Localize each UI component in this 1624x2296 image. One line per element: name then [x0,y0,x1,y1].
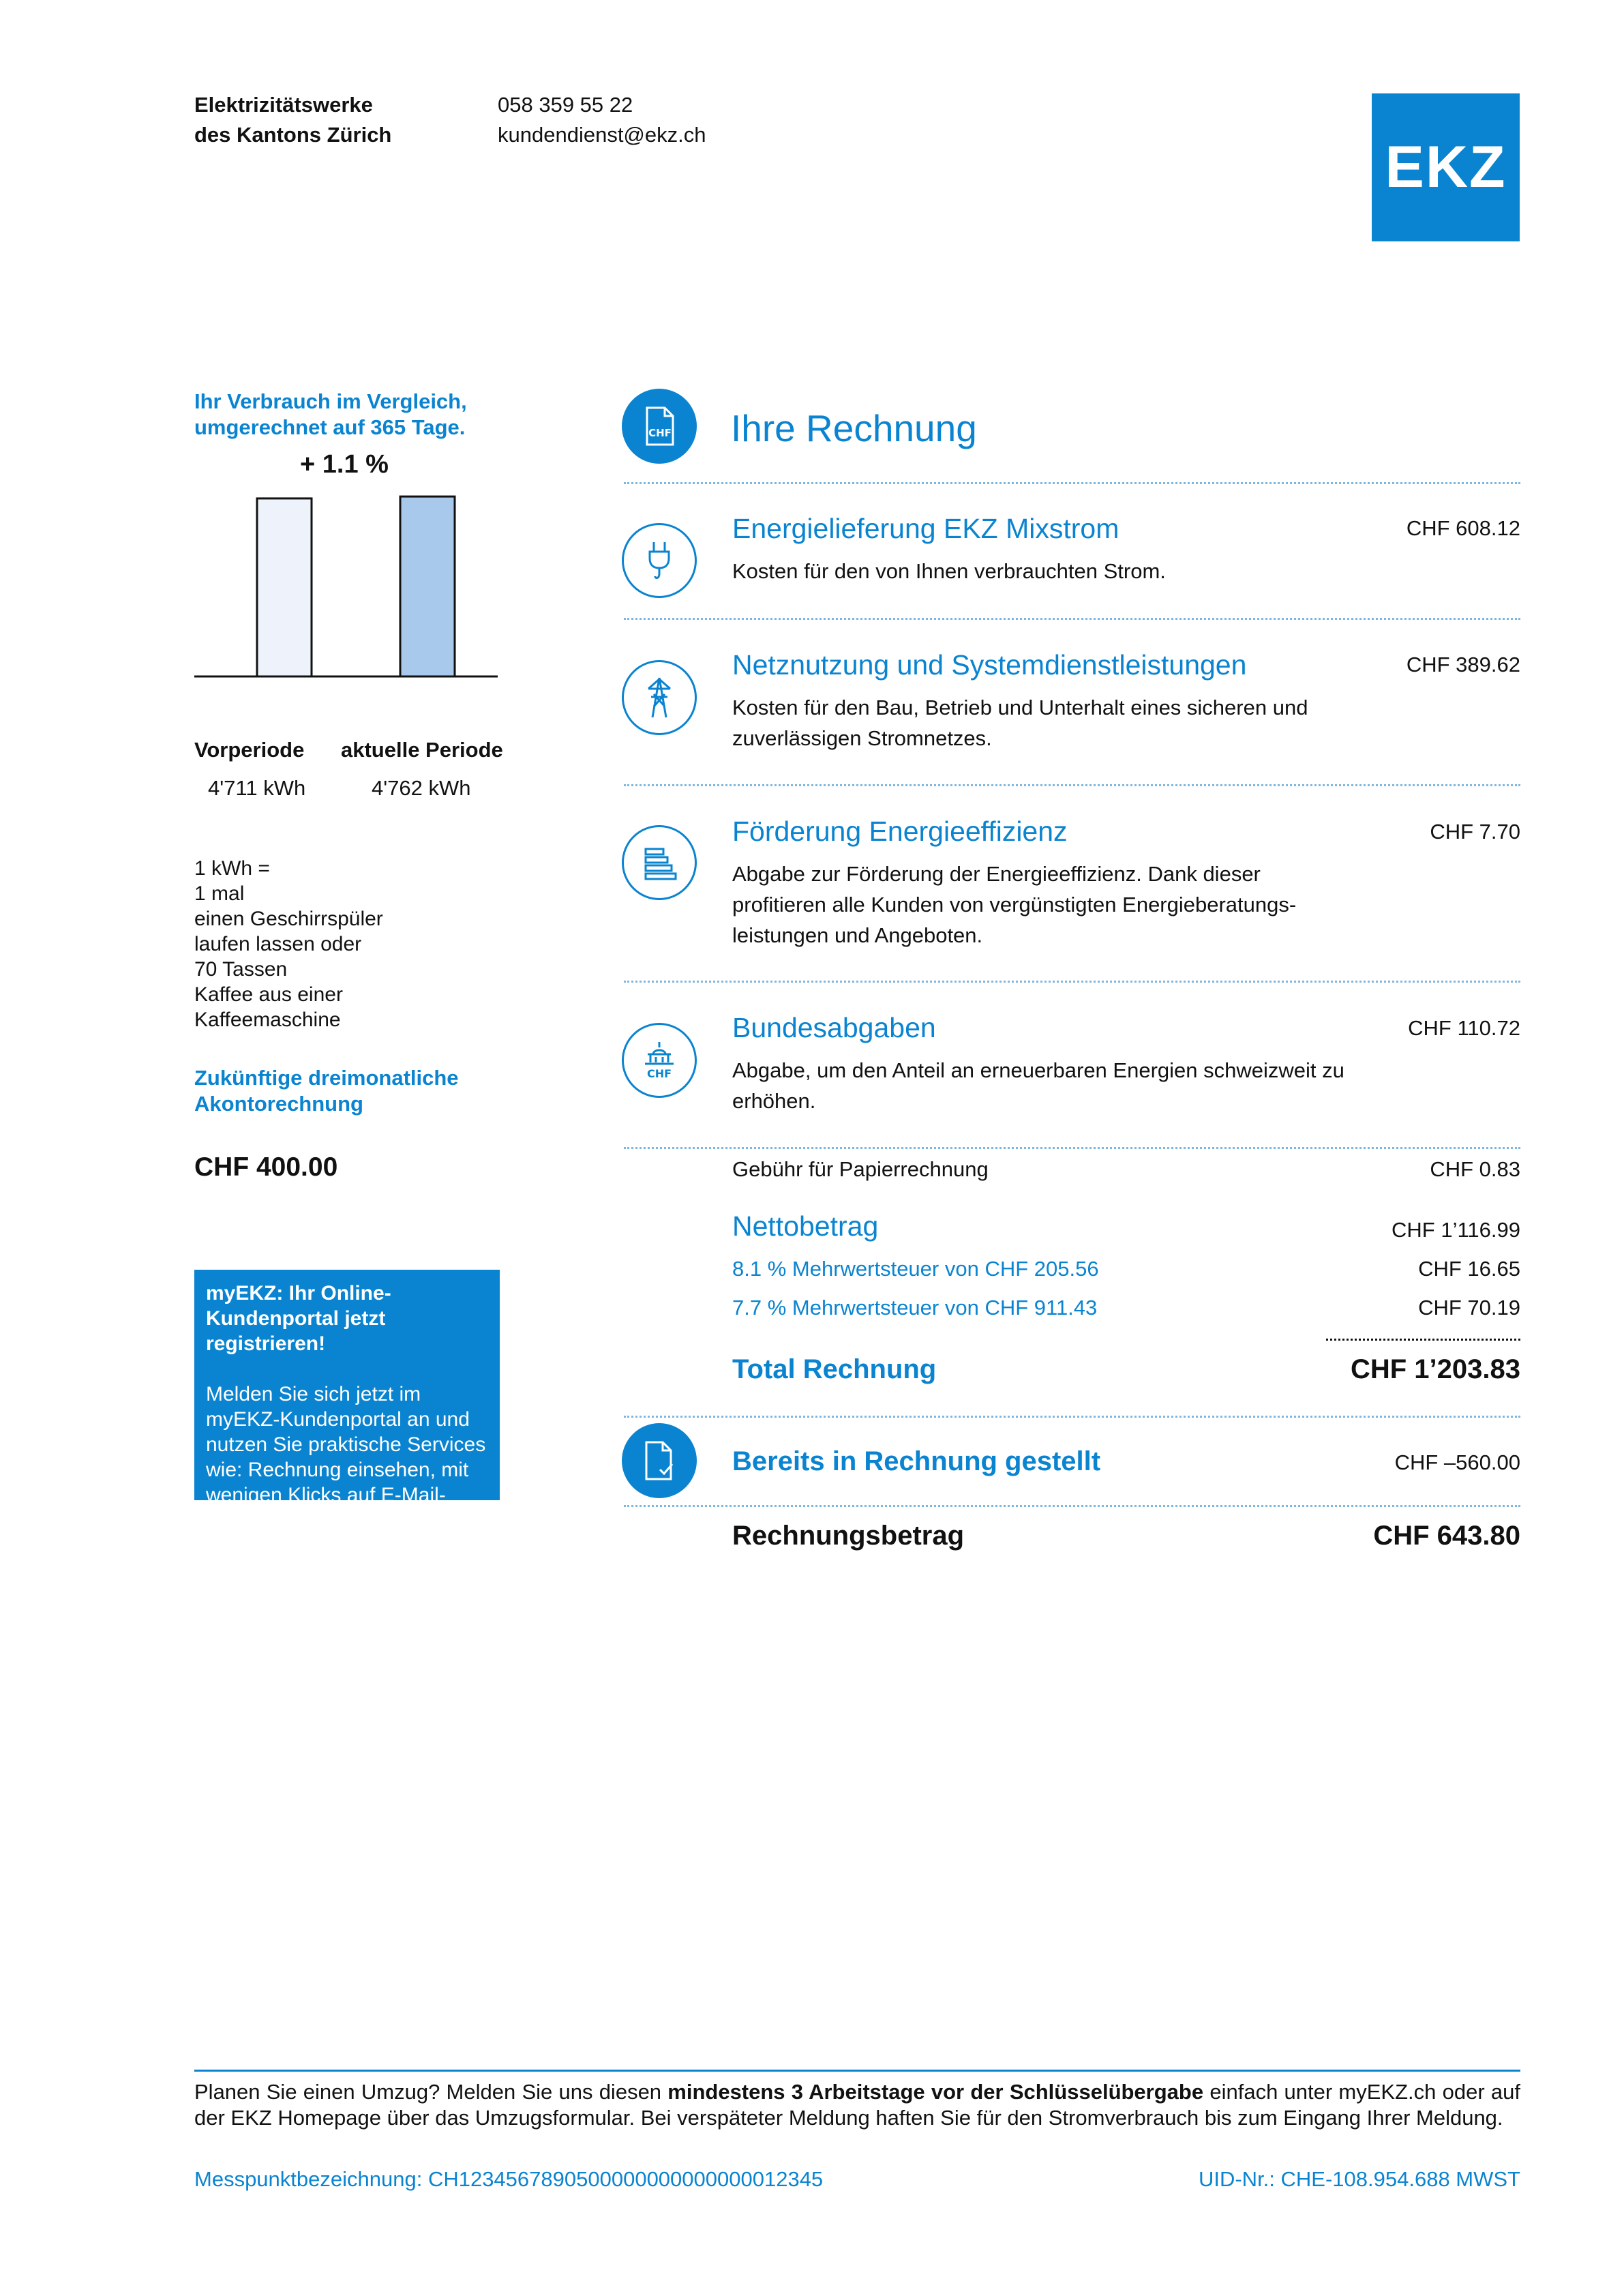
section-title-energy: Energielieferung EKZ Mixstrom [732,513,1119,544]
section-desc-efficiency: Abgabe zur Förderung der Energieeffizienz. Dank dieser profitieren alle Kunden von vergünstigten Energieberatungs-leistungen und Angeboten. [732,862,1297,947]
invoice-title: Ihre Rechnung [731,407,977,449]
total-underline [1326,1339,1520,1341]
move-notice-bold: mindestens 3 Arbeitstage vor der Schlüsselübergabe [667,2080,1204,2104]
plug-icon [622,523,697,598]
already-billed-amount: CHF –560.00 [1394,1450,1520,1474]
invoice-amount-label: Rechnungsbetrag [732,1521,965,1551]
equivalence-line: 1 kWh = [194,857,270,880]
separator [624,1147,1520,1149]
invoice-amount-value: CHF 643.80 [1373,1521,1520,1551]
company-name-line1: Elektrizitätswerke [194,93,373,117]
equivalence-line: 1 mal [194,882,245,905]
move-notice-pre: Planen Sie einen Umzug? Melden Sie uns diesen [194,2080,668,2104]
promo-cta: Jetzt anmelden unter [206,1660,397,1683]
federal-building-icon [622,1023,697,1098]
separator [624,482,1520,484]
company-phone: 058 359 55 22 [498,93,633,117]
consumption-chart [194,477,508,682]
invoice-document-icon [622,389,697,464]
vat-81-label: 8.1 % Mehrwertsteuer von CHF 205.56 [732,1257,1099,1281]
footer-rule [194,2070,1520,2072]
separator [624,1416,1520,1418]
equivalence-line: 70 Tassen [194,958,288,981]
net-amount-value: CHF 1’116.99 [1392,1218,1520,1242]
section-amount-federal: CHF 110.72 [1408,1016,1520,1040]
company-email: kundendienst@ekz.ch [498,123,706,147]
section-desc-energy: Kosten für den von Ihnen verbrauchten Strom. [732,559,1166,583]
uid-number: UID-Nr.: CHE-108.954.688 MWST [1198,2167,1520,2191]
promo-body: Melden Sie sich jetzt im myEKZ-Kundenportal an und nutzen Sie praktische Services wie: Rechnung einsehen, mit wenigen Klicks auf E-Mail-Rechnung wechseln, den Stromverbrauch vergleichen oder Ihren Umzug melden. Dies und vieles mehr erwartet Sie in myEKZ. [206,1383,486,1632]
vat-77-label: 7.7 % Mehrwertsteuer von CHF 911.43 [732,1296,1098,1320]
equivalence-line: Kaffee aus einer [194,983,343,1006]
consumption-change: + 1.1 % [300,450,389,479]
vat-81-amount: CHF 16.65 [1418,1257,1520,1281]
value-aktuelle-periode: 4'762 kWh [372,776,471,800]
company-name-line2: des Kantons Zürich [194,123,392,147]
already-billed-label: Bereits in Rechnung gestellt [732,1446,1101,1476]
section-amount-grid: CHF 389.62 [1406,653,1520,676]
invoice-icon-label: CHF [648,427,672,439]
promo-url-link[interactable]: www.myekz.ch [206,1686,351,1708]
value-vorperiode: 4'711 kWh [208,776,306,800]
future-akonto-title: Zukünftige dreimonatliche Akontorechnung [194,1066,459,1116]
future-akonto-amount: CHF 400.00 [194,1152,338,1182]
section-title-federal: Bundesabgaben [732,1012,936,1043]
power-pylon-icon [622,660,697,735]
paper-fee-label: Gebühr für Papierrechnung [732,1157,989,1181]
efficiency-bars-icon [622,825,697,900]
myekz-promo-box [194,1270,500,1708]
total-invoice-amount: CHF 1’203.83 [1350,1354,1520,1384]
bar-aktuelle-periode [400,496,455,676]
total-invoice-label: Total Rechnung [732,1354,937,1384]
section-desc-grid: Kosten für den Bau, Betrieb und Unterhalt eines sicheren und zuverlässigen Stromnetzes. [732,696,1308,750]
billed-document-check-icon [622,1423,697,1498]
separator [624,618,1520,620]
net-amount-label: Nettobetrag [732,1210,879,1242]
bar-vorperiode [257,498,312,676]
section-title-grid: Netznutzung und Systemdienstleistungen [732,649,1247,681]
section-amount-efficiency: CHF 7.70 [1430,820,1520,844]
section-title-efficiency: Förderung Energieeffizienz [732,816,1068,847]
separator [624,784,1520,786]
separator [624,981,1520,983]
ekz-logo [1372,93,1520,241]
label-aktuelle-periode: aktuelle Periode [341,738,503,762]
separator [624,1505,1520,1507]
section-desc-federal: Abgabe, um den Anteil an erneuerbaren Energien schweizweit zu erhöhen. [732,1058,1344,1113]
section-amount-energy: CHF 608.12 [1406,516,1520,540]
equivalence-line: Kaffeemaschine [194,1009,341,1031]
vat-77-amount: CHF 70.19 [1418,1296,1520,1320]
move-notice [194,2079,1520,2131]
equivalence-line: laufen lassen oder [194,933,362,955]
equivalence-line: einen Geschirrspüler [194,908,383,930]
federal-icon-label: CHF [646,1067,672,1080]
meter-point-id: Messpunktbezeichnung: CH1234567890500000000000000012345 [194,2167,824,2191]
paper-fee-amount: CHF 0.83 [1430,1157,1520,1181]
kwh-equivalence [194,856,467,1032]
promo-title: myEKZ: Ihr Online-Kundenportal jetzt registrieren! [206,1282,391,1355]
label-vorperiode: Vorperiode [194,738,305,762]
consumption-title: Ihr Verbrauch im Vergleich, umgerechnet auf 365 Tage. [194,389,467,439]
logo-text: EKZ [1385,134,1507,200]
move-notice-post: einfach unter myEKZ.ch oder auf der EKZ Homepage über das Umzugsformular. Bei verspäteter Meldung haften Sie für den Stromverbrauch bis zum Eingang Ihrer Meldung. [194,2080,1520,2130]
